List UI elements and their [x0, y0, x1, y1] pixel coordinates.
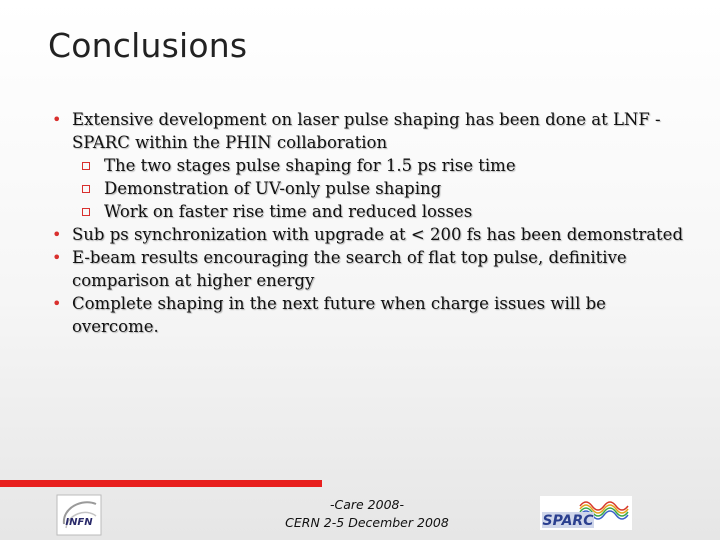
- infn-logo-text: INFN: [65, 517, 93, 528]
- footer: [250, 496, 484, 532]
- bullet-item: [52, 292, 692, 338]
- square-bullet-icon: [82, 185, 90, 193]
- sub-bullet-item: [52, 200, 692, 223]
- bullet-text: Extensive development on laser pulse shaping has been done at LNF -SPARC within the PHIN collaboration: [72, 110, 661, 152]
- sparc-logo-text: SPARC: [542, 513, 594, 529]
- square-bullet-icon: [82, 208, 90, 216]
- sparc-logo: [540, 496, 632, 530]
- sub-bullet-item: [52, 154, 692, 177]
- footer-event: -Care 2008-: [329, 497, 405, 512]
- infn-logo: [56, 494, 102, 536]
- square-bullet-icon: [82, 162, 90, 170]
- footer-location-date: CERN 2-5 December 2008: [285, 515, 449, 530]
- bullet-dot-icon: •: [52, 110, 62, 129]
- bullet-dot-icon: •: [52, 225, 62, 244]
- bullet-text: Sub ps synchronization with upgrade at < 200 fs has been demonstrated: [72, 225, 684, 244]
- slide-title: Conclusions: [48, 26, 248, 65]
- bullet-item: [52, 246, 692, 292]
- bullet-text: Complete shaping in the next future when charge issues will be overcome.: [72, 294, 606, 336]
- bullet-list: [52, 108, 692, 338]
- sub-bullet-text: Demonstration of UV-only pulse shaping: [104, 179, 442, 198]
- bullet-item: [52, 108, 692, 154]
- sub-bullet-item: [52, 177, 692, 200]
- bullet-text: E-beam results encouraging the search of flat top pulse, definitive comparison at higher energy: [72, 248, 627, 290]
- bullet-dot-icon: •: [52, 248, 62, 267]
- bullet-dot-icon: •: [52, 294, 62, 313]
- bullet-item: [52, 223, 692, 246]
- sub-bullet-text: Work on faster rise time and reduced losses: [104, 202, 473, 221]
- sub-bullet-text: The two stages pulse shaping for 1.5 ps rise time: [104, 156, 516, 175]
- red-accent-line: [0, 480, 322, 487]
